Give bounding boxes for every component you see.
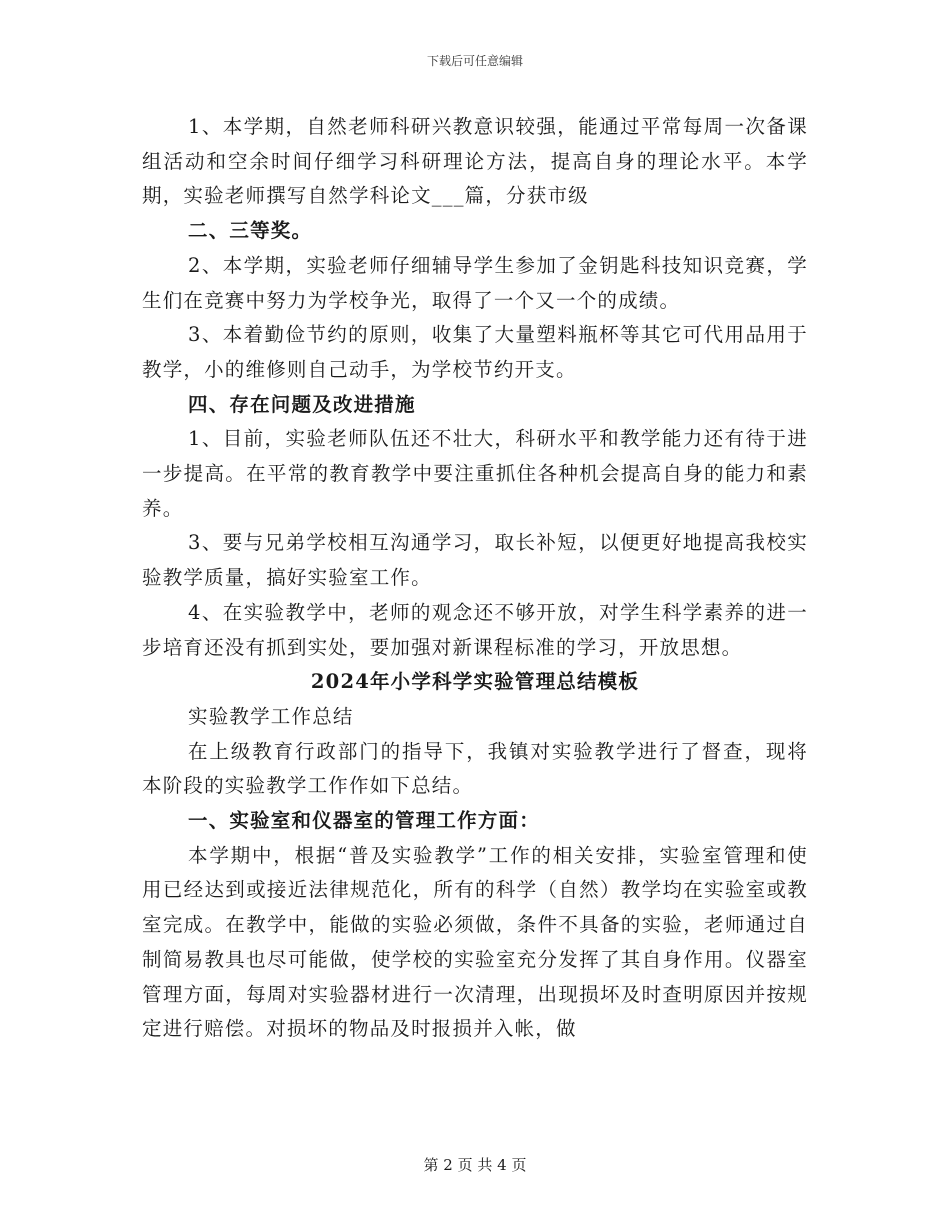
subtitle: 实验教学工作总结 xyxy=(188,704,354,728)
document-body xyxy=(142,110,808,1047)
paragraph: 2、本学期，实验老师仔细辅导学生参加了金钥匙科技知识竞赛，学生们在竞赛中努力为学校争光，取得了一个又一个的成绩。 xyxy=(142,253,808,312)
paragraph: 1、本学期，自然老师科研兴教意识较强，能通过平常每周一次备课组活动和空余时间仔细学习科研理论方法，提高自身的理论水平。本学期，实验老师撰写自然学科论文___篇，分获市级 xyxy=(142,115,808,208)
section-heading: 一、实验室和仪器室的管理工作方面： xyxy=(188,809,540,833)
paragraph: 4、在实验教学中，老师的观念还不够开放，对学生科学素养的进一步培育还没有抓到实处，要加强对新课程标准的学习，开放思想。 xyxy=(142,600,808,659)
section-heading: 二、三等奖。 xyxy=(188,219,313,243)
paragraph: 本学期中，根据“普及实验教学”工作的相关安排，实验室管理和使用已经达到或接近法律规范化，所有的科学（自然）教学均在实验室或教室完成。在教学中，能做的实验必须做，条件不具备的实验，老师通过自制简易教具也尽可能做，使学校的实验室充分发挥了其自身作用。仪器室管理方面，每周对实验器材进行一次清理，出现损坏及时查明原因并按规定进行赔偿。对损坏的物品及时报损并入帐，做 xyxy=(142,843,808,1041)
document-title: 2024年小学科学实验管理总结模板 xyxy=(310,670,640,694)
page-number: 第 2 页 共 4 页 xyxy=(423,1156,527,1174)
section-heading: 四、存在问题及改进措施 xyxy=(188,392,416,416)
paragraph: 3、要与兄弟学校相互沟通学习，取长补短，以便更好地提高我校实验教学质量，搞好实验室工作。 xyxy=(142,531,808,590)
paragraph: 1、目前，实验老师队伍还不壮大，科研水平和教学能力还有待于进一步提高。在平常的教育教学中要注重抓住各种机会提高自身的能力和素养。 xyxy=(142,427,808,520)
paragraph: 3、本着勤俭节约的原则，收集了大量塑料瓶杯等其它可代用品用于教学，小的维修则自己动手，为学校节约开支。 xyxy=(142,323,808,381)
paragraph: 在上级教育行政部门的指导下，我镇对实验教学进行了督查，现将本阶段的实验教学工作作如下总结。 xyxy=(142,739,808,798)
page-header: 下载后可任意编辑 xyxy=(426,54,523,68)
